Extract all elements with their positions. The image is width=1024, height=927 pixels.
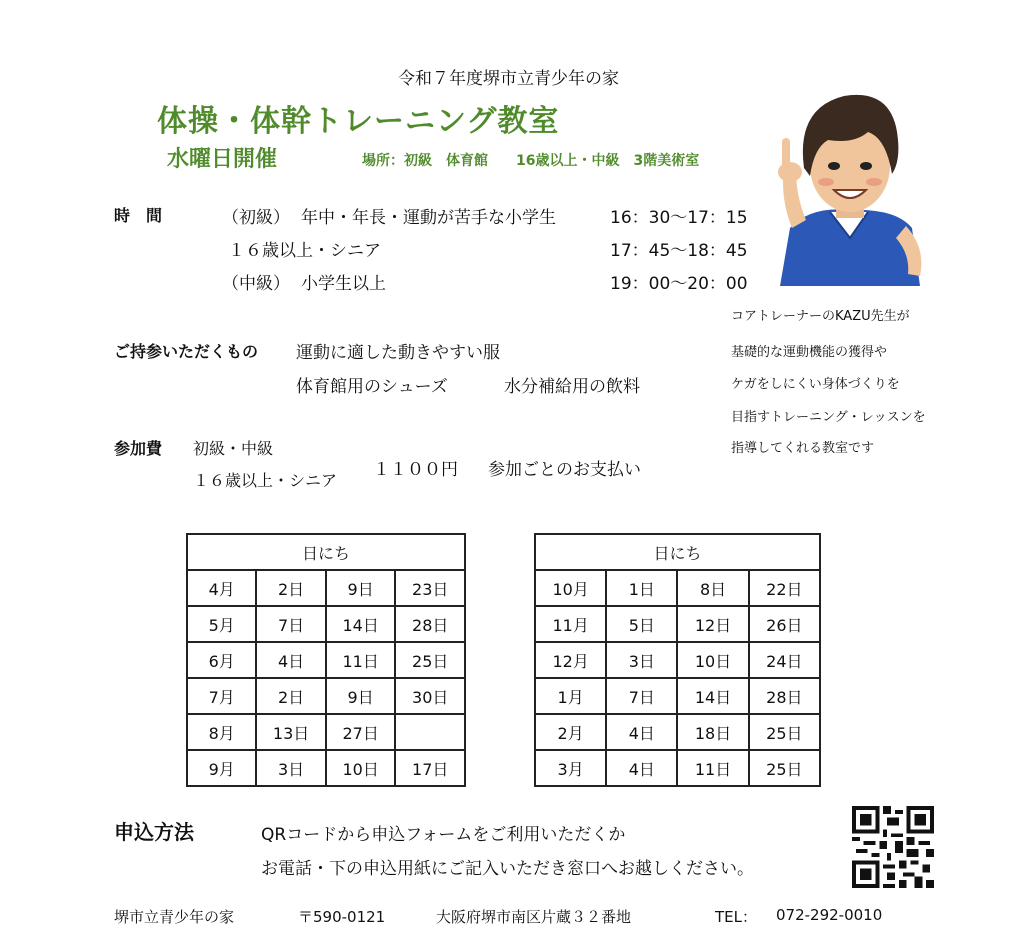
date-cell: 13日: [256, 714, 326, 750]
date-cell: 14日: [326, 606, 396, 642]
calendar-header: 日にち: [535, 534, 820, 570]
page-title: 体操・体幹トレーニング教室: [157, 104, 560, 139]
month-cell: 10月: [535, 570, 606, 606]
schedule-level-3: （中級）: [222, 274, 290, 294]
date-cell: 7日: [256, 606, 326, 642]
date-cell: 10日: [677, 642, 748, 678]
date-cell: 3日: [256, 750, 326, 786]
date-cell: 17日: [395, 750, 465, 786]
date-cell: 1日: [606, 570, 677, 606]
date-cell: 4日: [606, 714, 677, 750]
apply-line-2: お電話・下の申込用紙にご記入いただき窓口へお越しください。: [261, 859, 754, 879]
table-row: [187, 714, 465, 750]
date-cell: 7日: [606, 678, 677, 714]
table-row: [187, 606, 465, 642]
month-cell: 3月: [535, 750, 606, 786]
month-cell: 11月: [535, 606, 606, 642]
belongings-label: ご持参いただくもの: [114, 342, 259, 361]
table-row: [535, 570, 820, 606]
side-text-line: 目指すトレーニング・レッスンを: [731, 410, 926, 425]
fee-note: 参加ごとのお支払い: [488, 460, 641, 480]
day-label: 水曜日開催: [167, 147, 278, 172]
month-cell: 1月: [535, 678, 606, 714]
date-cell: 22日: [749, 570, 820, 606]
fee-levels-1: 初級・中級: [193, 439, 274, 458]
month-cell: 9月: [187, 750, 256, 786]
month-cell: 12月: [535, 642, 606, 678]
fee-levels-2: １６歳以上・シニア: [193, 471, 338, 490]
date-cell: 2日: [256, 570, 326, 606]
footer-postal: 〒590-0121: [298, 908, 386, 926]
schedule-time-2: 17：45〜18：45: [610, 241, 748, 261]
table-row: [535, 678, 820, 714]
date-cell: 9日: [326, 678, 396, 714]
date-cell: 8日: [677, 570, 748, 606]
month-cell: 8月: [187, 714, 256, 750]
date-cell: 28日: [395, 606, 465, 642]
schedule-level-1: （初級）: [222, 208, 290, 228]
side-text-line: 指導してくれる教室です: [731, 441, 875, 456]
date-cell: 14日: [677, 678, 748, 714]
qr-code-icon[interactable]: [852, 806, 934, 888]
date-cell: [395, 714, 465, 750]
footer-tel: 072-292-0010: [776, 906, 883, 924]
date-cell: 23日: [395, 570, 465, 606]
date-cell: 18日: [677, 714, 748, 750]
apply-line-1: QRコードから申込フォームをご利用いただくか: [261, 825, 626, 845]
date-cell: 24日: [749, 642, 820, 678]
date-cell: 2日: [256, 678, 326, 714]
month-cell: 5月: [187, 606, 256, 642]
date-cell: 26日: [749, 606, 820, 642]
table-row: [535, 714, 820, 750]
date-cell: 28日: [749, 678, 820, 714]
table-row: [187, 750, 465, 786]
date-cell: 25日: [749, 750, 820, 786]
date-cell: 25日: [749, 714, 820, 750]
side-text-line: コアトレーナーのKAZU先生が: [731, 309, 910, 324]
organizer-year: 令和７年度堺市立青少年の家: [398, 69, 619, 89]
belongings-item-shoes: 体育館用のシューズ: [296, 377, 448, 397]
date-cell: 27日: [326, 714, 396, 750]
footer-tel-label: TEL：: [715, 908, 757, 926]
apply-label: 申込方法: [114, 820, 194, 844]
month-cell: 4月: [187, 570, 256, 606]
place-info: 場所：初級 体育館 16歳以上・中級 3階美術室: [362, 153, 700, 169]
date-cell: 11日: [326, 642, 396, 678]
calendar-table-second-half: [534, 533, 821, 787]
table-row: [187, 642, 465, 678]
date-cell: 25日: [395, 642, 465, 678]
calendar-table-first-half: [186, 533, 466, 787]
date-cell: 11日: [677, 750, 748, 786]
footer-address: 大阪府堺市南区片蔵３２番地: [436, 908, 632, 926]
fee-amount: １１００円: [373, 460, 458, 480]
table-row: [187, 678, 465, 714]
date-cell: 4日: [606, 750, 677, 786]
month-cell: 6月: [187, 642, 256, 678]
table-row: [535, 750, 820, 786]
date-cell: 30日: [395, 678, 465, 714]
footer-org: 堺市立青少年の家: [114, 908, 235, 926]
trainer-illustration-icon: [770, 78, 930, 286]
schedule-time-3: 19：00〜20：00: [610, 274, 748, 294]
fee-label: 参加費: [114, 439, 163, 458]
table-row: [187, 570, 465, 606]
schedule-time-1: 16：30〜17：15: [610, 208, 748, 228]
side-text-line: 基礎的な運動機能の獲得や: [731, 345, 888, 360]
month-cell: 2月: [535, 714, 606, 750]
month-cell: 7月: [187, 678, 256, 714]
date-cell: 10日: [326, 750, 396, 786]
date-cell: 4日: [256, 642, 326, 678]
schedule-label: 時 間: [114, 206, 163, 225]
schedule-target-2: １６歳以上・シニア: [228, 241, 381, 261]
belongings-item-drink: 水分補給用の飲料: [504, 377, 640, 397]
schedule-target-3: 小学生以上: [301, 274, 386, 294]
belongings-item-clothes: 運動に適した動きやすい服: [296, 343, 500, 363]
side-text-line: ケガをしにくい身体づくりを: [731, 377, 900, 392]
date-cell: 3日: [606, 642, 677, 678]
schedule-target-1: 年中・年長・運動が苦手な小学生: [301, 208, 556, 228]
date-cell: 5日: [606, 606, 677, 642]
date-cell: 12日: [677, 606, 748, 642]
date-cell: 9日: [326, 570, 396, 606]
calendar-header: 日にち: [187, 534, 465, 570]
table-row: [535, 642, 820, 678]
table-row: [535, 606, 820, 642]
